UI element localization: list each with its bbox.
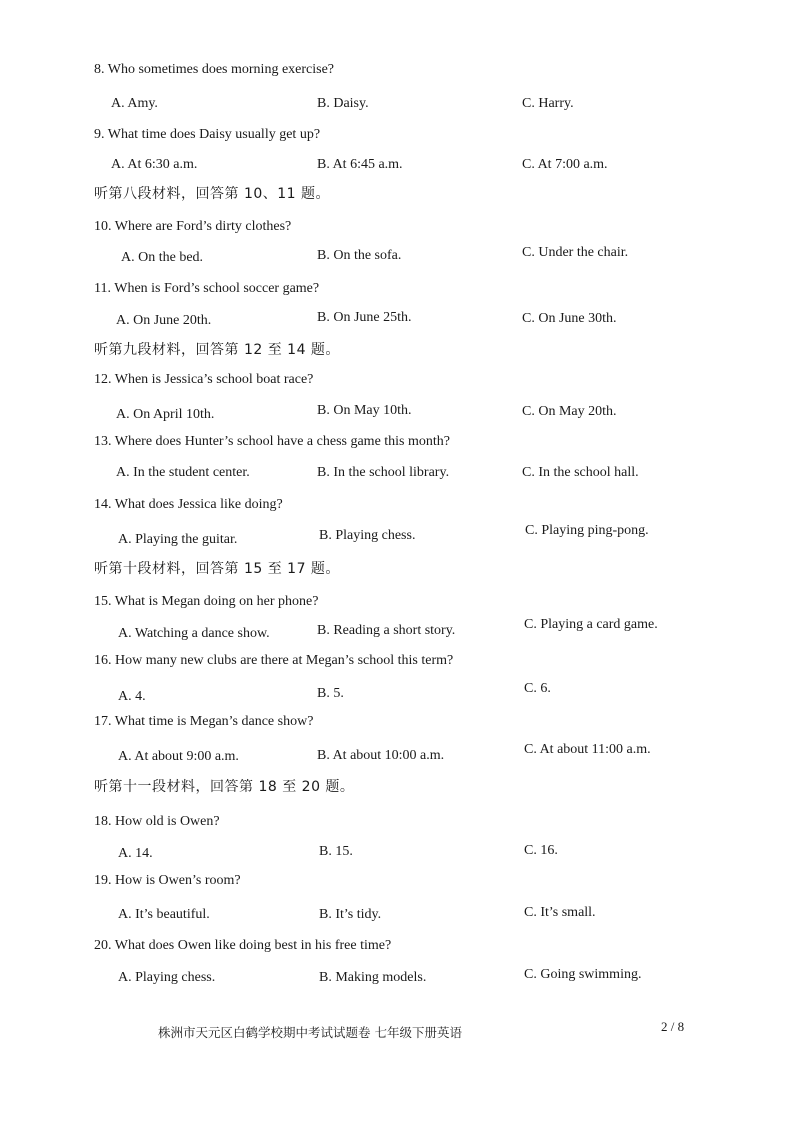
option-12b: B. On May 10th.: [317, 403, 412, 418]
option-19c: C. It’s small.: [524, 905, 596, 920]
question-17: 17. What time is Megan’s dance show?: [94, 714, 314, 729]
option-13c: C. In the school hall.: [522, 465, 639, 480]
question-10: 10. Where are Ford’s dirty clothes?: [94, 219, 292, 234]
question-12: 12. When is Jessica’s school boat race?: [94, 372, 314, 387]
option-10a: A. On the bed.: [121, 250, 204, 265]
option-10c: C. Under the chair.: [522, 245, 629, 260]
section-heading: 听第十一段材料，回答第 18 至 20 题。: [94, 779, 355, 795]
option-17b: B. At about 10:00 a.m.: [317, 748, 445, 763]
option-19b: B. It’s tidy.: [319, 907, 382, 922]
option-8b: B. Daisy.: [317, 96, 369, 111]
option-18c: C. 16.: [524, 843, 558, 858]
option-20c: C. Going swimming.: [524, 967, 642, 982]
option-20a: A. Playing chess.: [118, 970, 216, 985]
option-12a: A. On April 10th.: [116, 407, 215, 422]
option-9b: B. At 6:45 a.m.: [317, 157, 403, 172]
footer-text: 株洲市天元区白鹤学校期中考试试题卷 七年级下册英语: [158, 1025, 462, 1040]
option-13b: B. In the school library.: [317, 465, 450, 480]
question-11: 11. When is Ford’s school soccer game?: [94, 281, 320, 296]
question-14: 14. What does Jessica like doing?: [94, 497, 283, 512]
option-14c: C. Playing ping-pong.: [525, 523, 649, 538]
option-16b: B. 5.: [317, 686, 344, 701]
option-18a: A. 14.: [118, 846, 153, 861]
option-15a: A. Watching a dance show.: [118, 626, 270, 641]
option-19a: A. It’s beautiful.: [118, 907, 210, 922]
section-heading: 听第八段材料，回答第 10、11 题。: [94, 186, 331, 202]
option-15c: C. Playing a card game.: [524, 617, 658, 632]
option-8c: C. Harry.: [522, 96, 574, 111]
option-15b: B. Reading a short story.: [317, 623, 456, 638]
option-13a: A. In the student center.: [116, 465, 250, 480]
option-18b: B. 15.: [319, 844, 353, 859]
option-17c: C. At about 11:00 a.m.: [524, 742, 651, 757]
option-12c: C. On May 20th.: [522, 404, 617, 419]
option-10b: B. On the sofa.: [317, 248, 402, 263]
section-heading: 听第九段材料，回答第 12 至 14 题。: [94, 342, 340, 358]
option-11b: B. On June 25th.: [317, 310, 412, 325]
option-9a: A. At 6:30 a.m.: [111, 157, 198, 172]
option-20b: B. Making models.: [319, 970, 427, 985]
question-18: 18. How old is Owen?: [94, 814, 220, 829]
option-9c: C. At 7:00 a.m.: [522, 157, 608, 172]
question-19: 19. How is Owen’s room?: [94, 873, 241, 888]
page-number: 2 / 8: [661, 1019, 685, 1034]
question-16: 16. How many new clubs are there at Megan’s school this term?: [94, 653, 454, 668]
section-heading: 听第十段材料，回答第 15 至 17 题。: [94, 561, 340, 577]
question-9: 9. What time does Daisy usually get up?: [94, 127, 321, 142]
option-16c: C. 6.: [524, 681, 551, 696]
option-14b: B. Playing chess.: [319, 528, 416, 543]
question-13: 13. Where does Hunter’s school have a chess game this month?: [94, 434, 451, 449]
option-8a: A. Amy.: [111, 96, 158, 111]
option-11c: C. On June 30th.: [522, 311, 617, 326]
option-17a: A. At about 9:00 a.m.: [118, 749, 239, 764]
question-20: 20. What does Owen like doing best in his free time?: [94, 938, 392, 953]
option-11a: A. On June 20th.: [116, 313, 212, 328]
question-8: 8. Who sometimes does morning exercise?: [94, 62, 335, 77]
option-14a: A. Playing the guitar.: [118, 532, 238, 547]
option-16a: A. 4.: [118, 689, 146, 704]
question-15: 15. What is Megan doing on her phone?: [94, 594, 319, 609]
